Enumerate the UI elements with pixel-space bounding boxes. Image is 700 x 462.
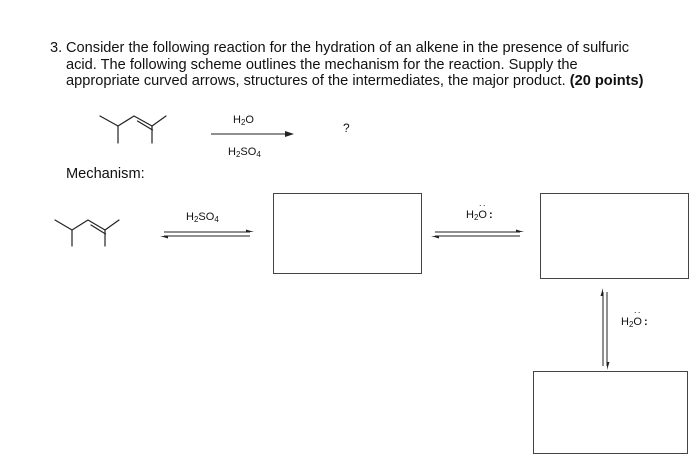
- alkene-structure-mechanism: [55, 220, 119, 246]
- reagent-water-label: $H_2O$: [233, 114, 254, 127]
- equilibrium-arrow-step2: [431, 230, 524, 239]
- product-unknown: ?: [343, 121, 350, 135]
- reagent-sulfuric-acid-label: $H_2SO_4$: [228, 146, 261, 159]
- step3-water-label: $H_2$ ·· O :: [621, 307, 648, 329]
- question-number: 3.: [50, 40, 63, 56]
- step2-water-label: $H_2$ ·· O :: [466, 200, 493, 222]
- question-body: Consider the following reaction for the hydration of an alkene in the presence of sulfuric acid. The following scheme outlines the mechanism for the reaction. Supply the appropriate curved arrows, structures of the intermediates, the major product.: [66, 40, 629, 89]
- alkene-structure-top: [100, 116, 166, 143]
- step1-reagent-label: $H_2SO_4$: [186, 211, 219, 224]
- equilibrium-arrow-step1: [160, 230, 254, 239]
- question-points: (20 points): [569, 73, 644, 89]
- reaction-arrow: [211, 131, 294, 137]
- equilibrium-arrow-step3: [601, 288, 610, 370]
- mechanism-label: Mechanism:: [66, 166, 145, 182]
